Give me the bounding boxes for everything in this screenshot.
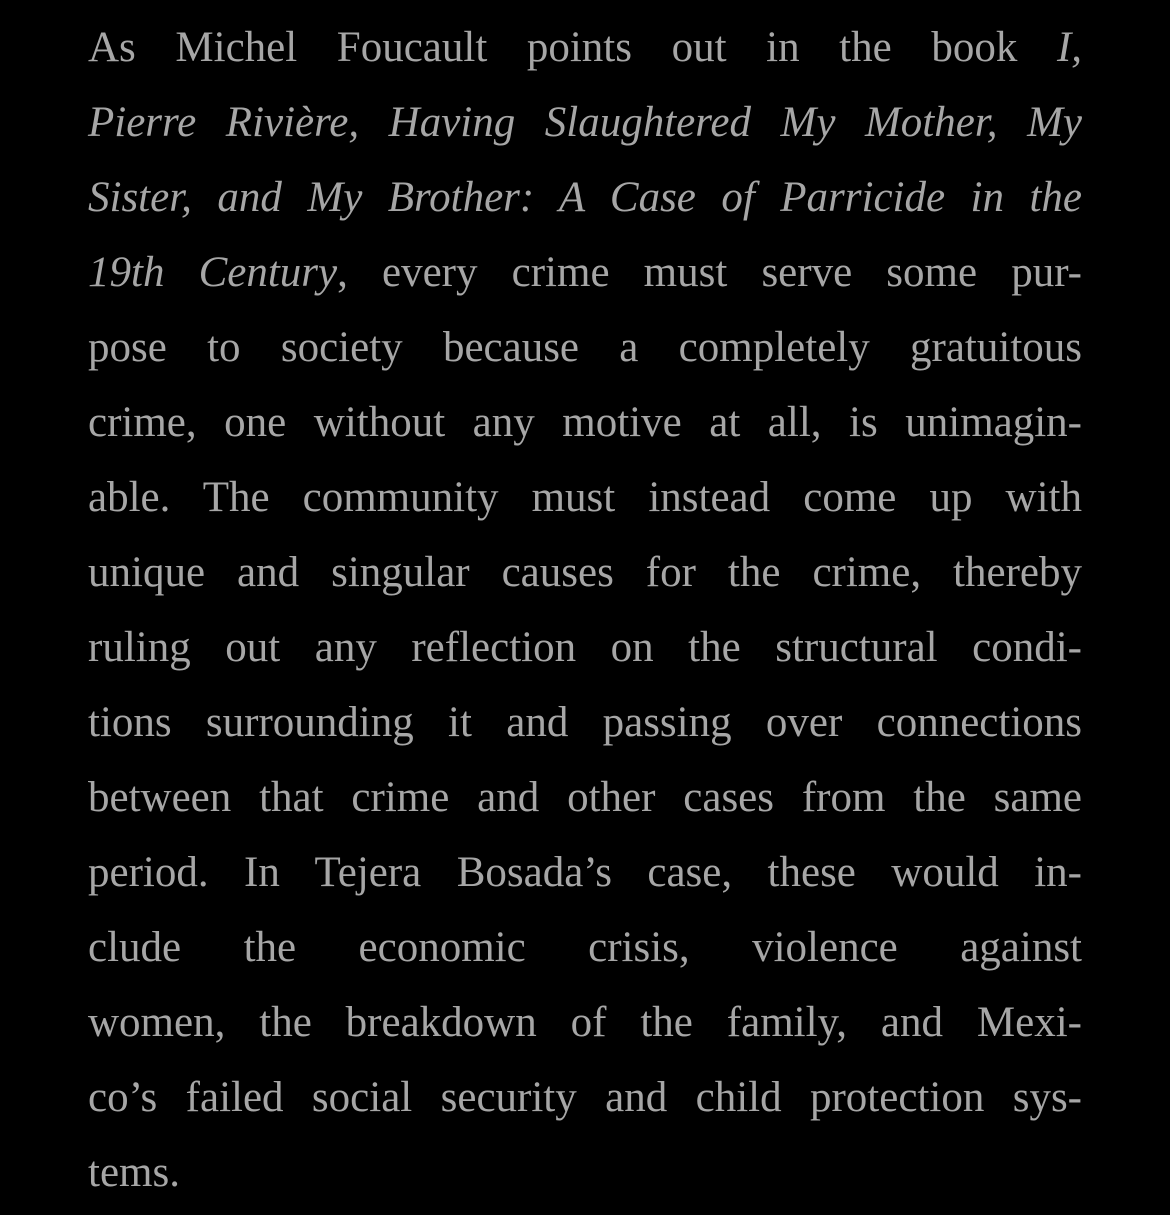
text-line: tions surrounding it and passing over connections <box>88 699 1082 746</box>
text-line: co’s failed social security and child protection sys- <box>88 1074 1082 1121</box>
text-line <box>88 10 1082 85</box>
text-line <box>88 160 1082 235</box>
text-run: As Michel Foucault points out in the book <box>88 24 1018 71</box>
text-line <box>88 85 1082 160</box>
book-title-italic: I, <box>1056 24 1083 71</box>
text-line: crime, one without any motive at all, is unimagin- <box>88 399 1082 446</box>
text-line: women, the breakdown of the family, and Mexi- <box>88 999 1082 1046</box>
text-line <box>88 235 1082 310</box>
text-line: unique and singular causes for the crime, thereby <box>88 549 1082 596</box>
text-line-last: tems. <box>88 1149 180 1196</box>
text-line: between that crime and other cases from the same <box>88 774 1082 821</box>
text-run: , every crime must serve some pur- <box>337 249 1082 296</box>
book-title-italic: 19th Century <box>88 249 338 296</box>
text-line: ruling out any reflection on the structural condi- <box>88 624 1082 671</box>
text-line: able. The community must instead come up with <box>88 474 1082 521</box>
text-line: pose to society because a completely gratuitous <box>88 324 1082 371</box>
text-line: period. In Tejera Bosada’s case, these would in- <box>88 849 1082 896</box>
paragraph <box>88 10 1082 1210</box>
text-line: clude the economic crisis, violence against <box>88 924 1082 971</box>
book-title-italic: Sister, and My Brother: A Case of Parricide in the <box>88 174 1082 221</box>
book-title-italic: Pierre Rivière, Having Slaughtered My Mother, My <box>88 99 1082 146</box>
